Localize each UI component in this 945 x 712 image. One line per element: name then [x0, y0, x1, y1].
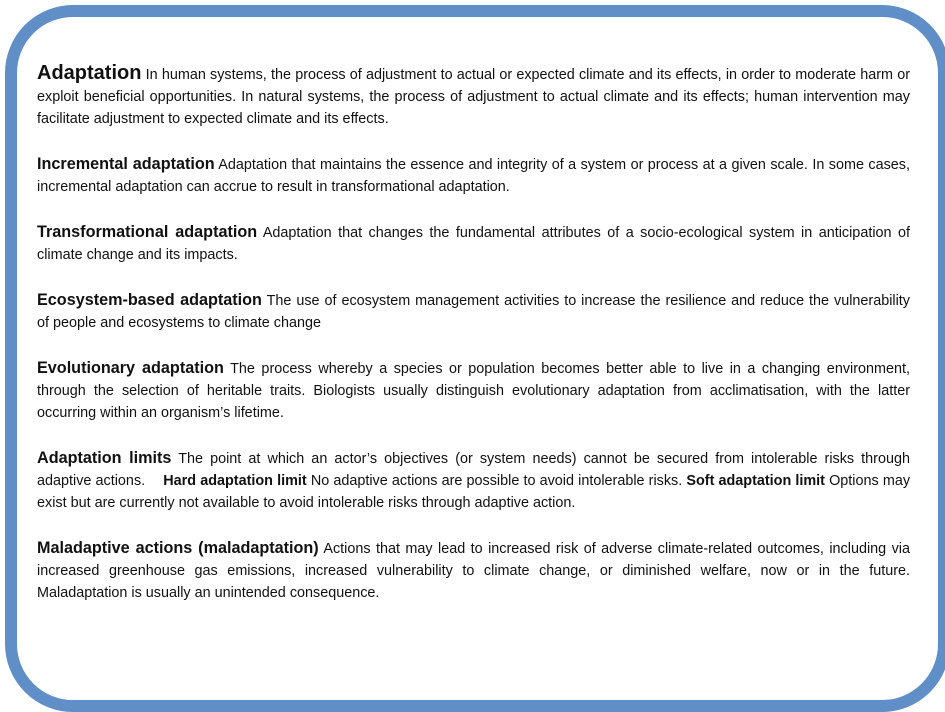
definition-hard-adaptation-limit: No adaptive actions are possible to avoid intolerable risks. [310, 473, 683, 489]
entry-adaptation-limits [37, 447, 910, 514]
term-hard-adaptation-limit: Hard adaptation limit [163, 473, 307, 489]
definition-evolutionary-adaptation: The process whereby a species or population becomes better able to live in a changing environment, through the selection of heritable traits. Biologists usually distinguish evolutionary adaptation from acclimatisation, with the latter occurring within an organism’s lifetime. [37, 361, 910, 421]
term-transformational-adaptation: Transformational adaptation [37, 223, 258, 241]
entry-incremental-adaptation [37, 153, 910, 198]
term-evolutionary-adaptation: Evolutionary adaptation [37, 359, 224, 377]
term-soft-adaptation-limit: Soft adaptation limit [686, 473, 825, 489]
term-adaptation: Adaptation [37, 62, 142, 84]
term-ecosystem-based-adaptation: Ecosystem-based adaptation [37, 291, 262, 309]
definition-adaptation: In human systems, the process of adjustment to actual or expected climate and its effects, in order to moderate harm or exploit beneficial opportunities. In natural systems, the process of adjustment to actual climate and its effects; human intervention may facilitate adjustment to expected climate and its effects. [37, 67, 910, 127]
entry-transformational-adaptation [37, 221, 910, 266]
term-incremental-adaptation: Incremental adaptation [37, 155, 215, 173]
definition-incremental-adaptation: Adaptation that maintains the essence and integrity of a system or process at a given scale. In some cases, incremental adaptation can accrue to result in transformational adaptation. [37, 157, 910, 195]
definition-transformational-adaptation: Adaptation that changes the fundamental attributes of a socio-ecological system in anticipation of climate change and its impacts. [37, 225, 910, 263]
term-maladaptive-actions: Maladaptive actions (maladaptation) [37, 539, 319, 557]
definition-soft-adaptation-limit: Options may exist but are currently not available to avoid intolerable risks through adaptive action. [37, 473, 911, 511]
entry-ecosystem-based-adaptation [37, 289, 910, 334]
term-adaptation-limits: Adaptation limits [37, 449, 172, 467]
glossary-entries [37, 62, 910, 604]
definition-maladaptive-actions: Actions that may lead to increased risk of adverse climate-related outcomes, including via increased greenhouse gas emissions, increased vulnerability to climate change, or diminished welfare, now or in the future. Maladaptation is usually an unintended consequence. [37, 541, 910, 601]
entry-evolutionary-adaptation [37, 357, 910, 424]
entry-adaptation [37, 62, 910, 130]
definition-ecosystem-based-adaptation: The use of ecosystem management activities to increase the resilience and reduce the vulnerability of people and ecosystems to climate change [37, 293, 910, 331]
definition-adaptation-limits: The point at which an actor’s objectives (or system needs) cannot be secured from intolerable risks through adaptive actions. [37, 451, 910, 489]
entry-maladaptive-actions [37, 537, 910, 604]
